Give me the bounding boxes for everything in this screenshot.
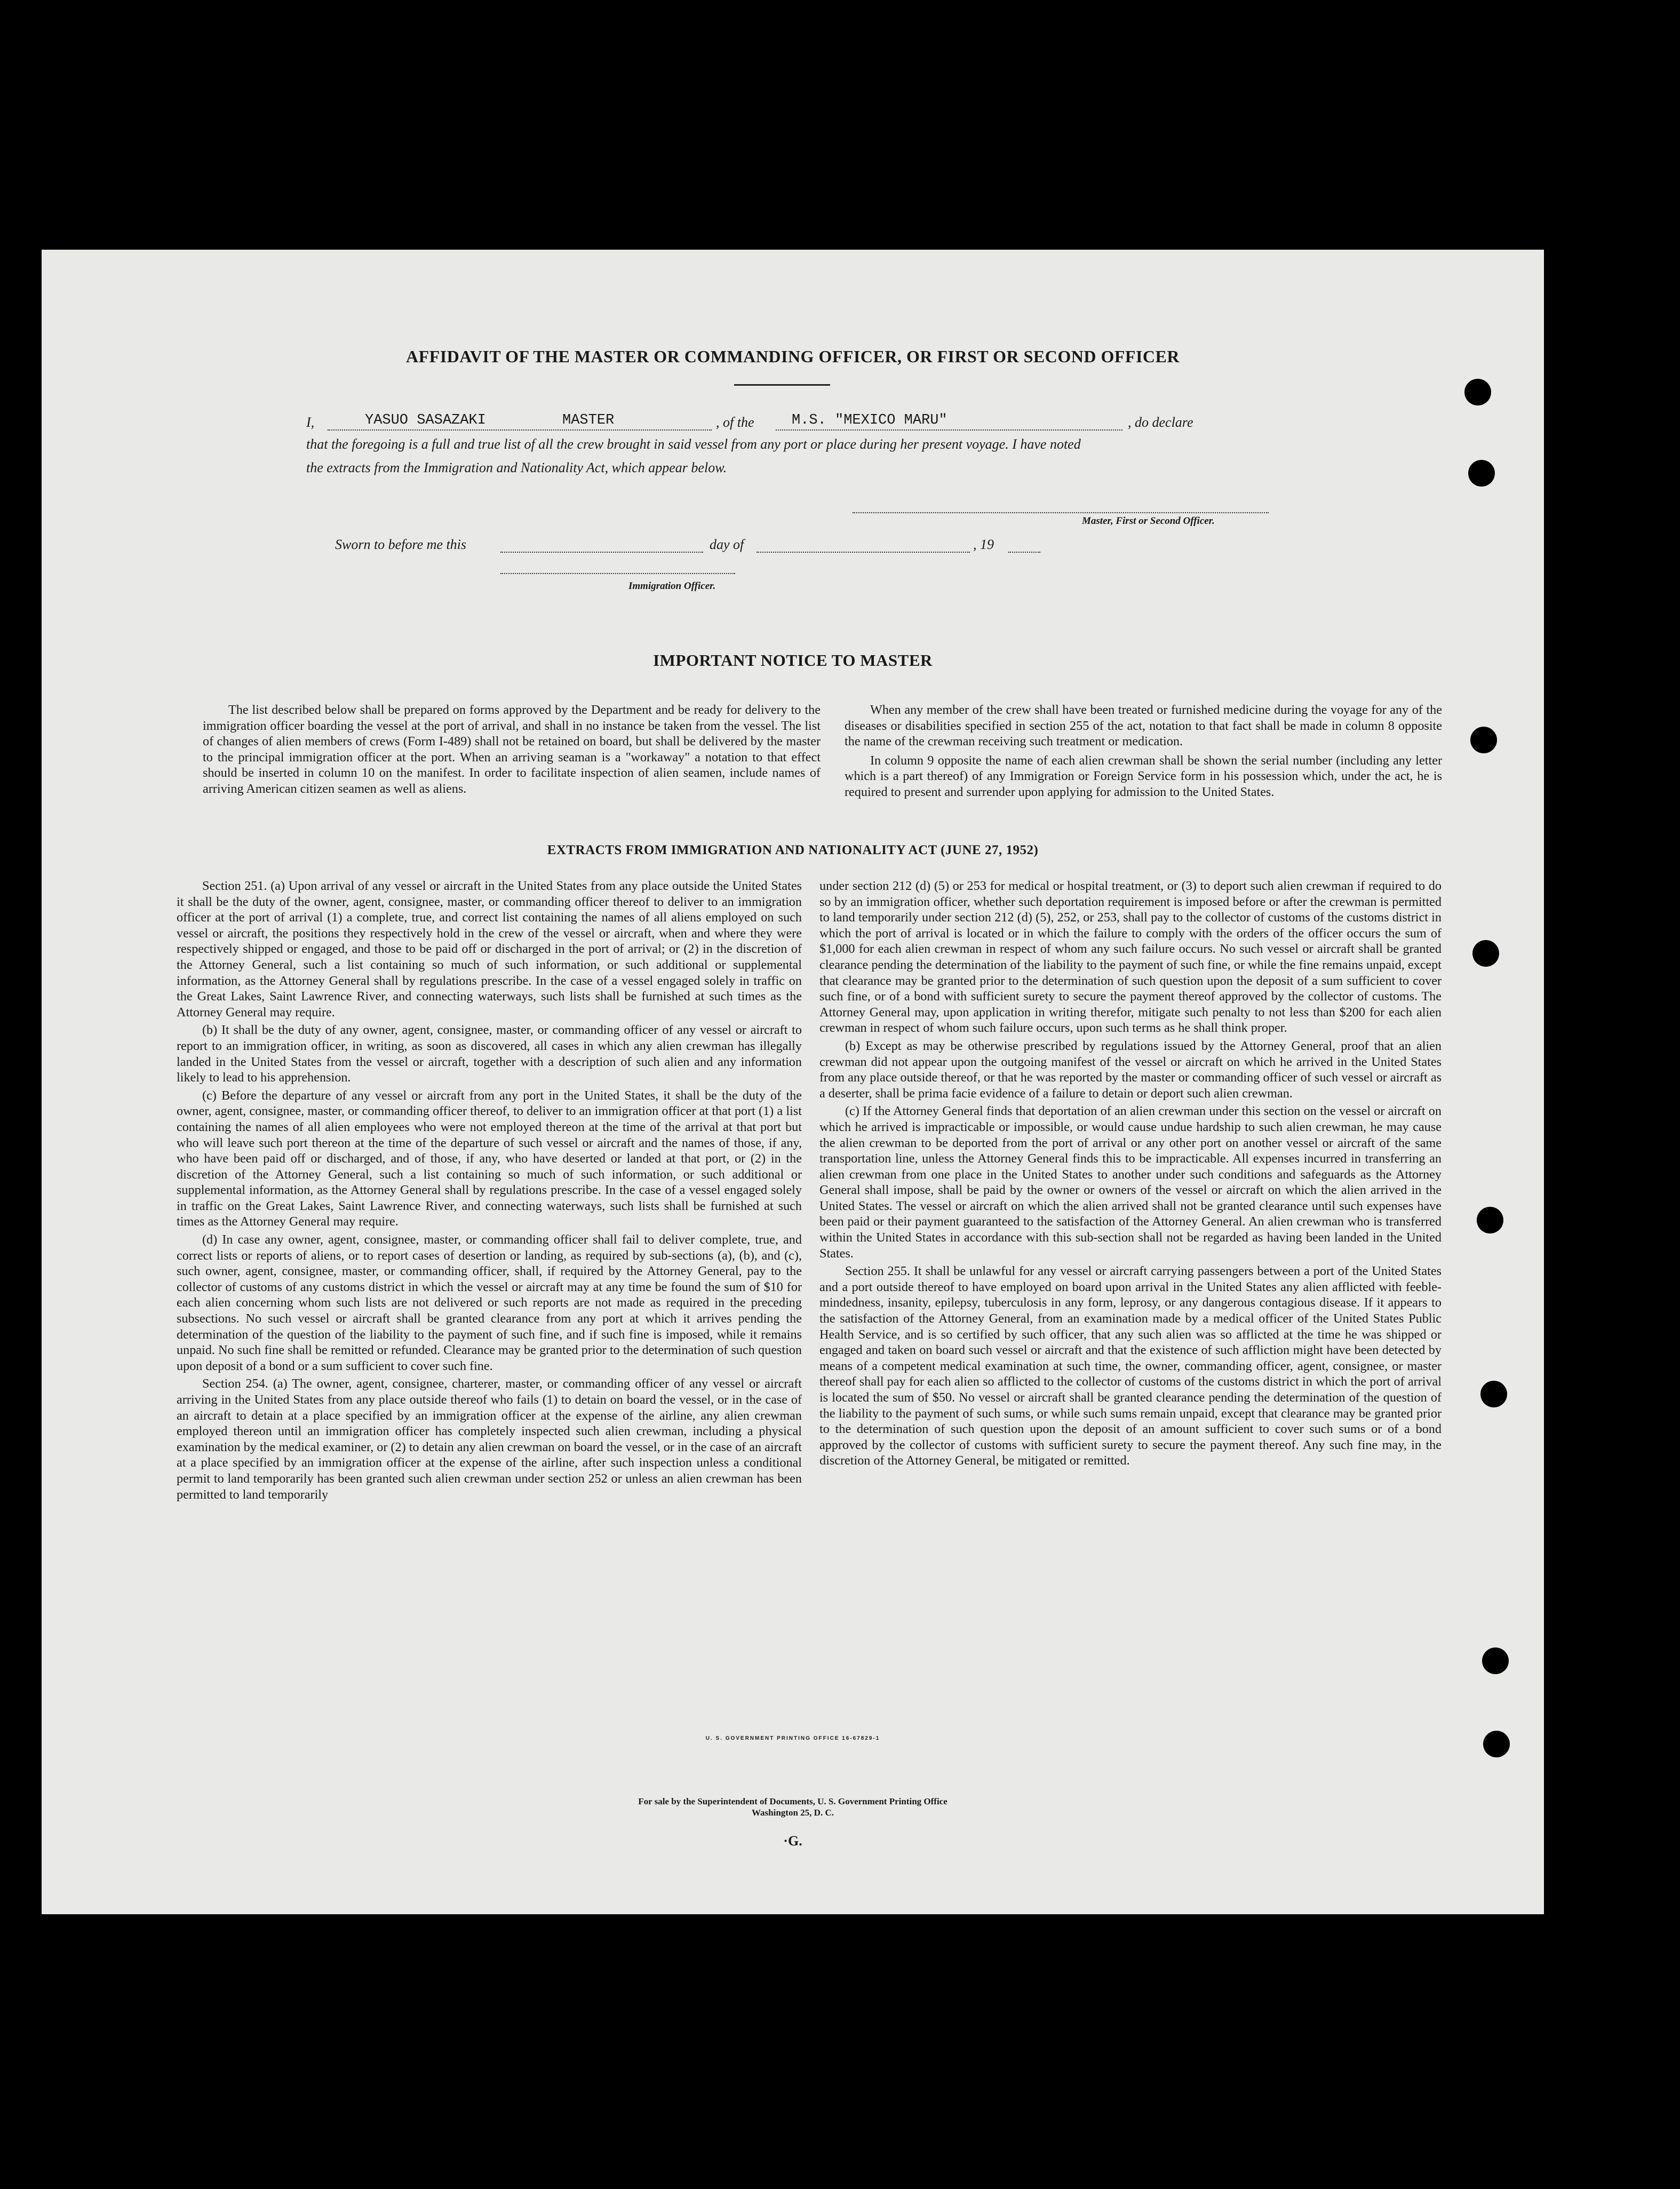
punch-hole [1482, 1647, 1509, 1674]
notice-right-paragraph-2: In column 9 opposite the name of each alien crewman shall be shown the serial number (including any letter which is a part thereof) of any Immigration or Foreign Service form in his possession which, under the act, he is required to present and surrender upon applying for admission to the United States. [845, 753, 1442, 799]
section-251-b: (b) It shall be the duty of any owner, agent, consignee, master, or commanding officer of any vessel or aircraft to report to an immigration officer, in writing, as soon as discovered, all cases in which any alien crewman has illegally landed in the United States from the vessel or aircraft, together with a description of such alien and any information likely to lead to his apprehension. [177, 1023, 802, 1085]
punch-hole [1483, 1731, 1510, 1757]
sworn-line [335, 537, 1082, 558]
signature-line[interactable] [853, 511, 1269, 513]
sworn-date-field[interactable] [500, 537, 703, 553]
section-251-c: (c) Before the departure of any vessel or aircraft from any port in the United States, it shall be the duty of the owner, agent, consignee, master, or commanding officer thereof, to deliver to an immigration officer at that port (1) a list containing the names of all alien employees who were not employed thereon at the time of the arrival at that port but who will leave such port thereon at the time of the departure of such vessel or aircraft and the names of those, if any, who have been paid off or discharged, and of those, if any, who have deserted or landed at that port, or (2) in the discretion of the Attorney General, such a list containing so much of such information, or such additional or supplemental information, as the Attorney General shall by regulations prescribe. In the case of a vessel engaged solely in traffic on the Great Lakes, Saint Lawrence River, and connecting waterways, such lists shall be furnished at such times as the Attorney General may require. [177, 1088, 802, 1229]
section-254-a-cont: under section 212 (d) (5) or 253 for medical or hospital treatment, or (3) to deport such alien crewman if required to do so by an immigration officer, whether such deportation requirement is imposed before or after the crewman is permitted to land temporarily under section 212 (d) (5), 252, or 253, shall pay to the collector of customs of the customs district in which the port of arrival is located or in which the failure to comply with the orders of the officer occurs the sum of $1,000 for each alien crewman in respect of whom any such failure occurs. No such vessel or aircraft shall be granted clearance pending the determination of the liability to the payment of such fine, or while the fine remains unpaid, except that clearance may be granted prior to the determination of such question upon the deposit of a sum sufficient to cover such fine, or of a bond with sufficient surety to secure the payment thereof approved by the collector of customs. The Attorney General may, upon application in writing therefor, mitigate such penalty to not less than $200 for each alien crewman in respect of whom such failure occurs, upon such terms as he shall think proper. [819, 879, 1442, 1036]
notice-left [203, 702, 821, 797]
punch-hole [1472, 940, 1499, 967]
notice-title: IMPORTANT NOTICE TO MASTER [653, 651, 933, 670]
do-declare-label: , do declare [1128, 415, 1193, 430]
signature-caption: Master, First or Second Officer. [1082, 515, 1215, 527]
vessel-field[interactable] [776, 412, 1122, 431]
notice-right-paragraph-1: When any member of the crew shall have been treated or furnished medicine during the voyage for any of the diseases or disabilities specified in section 255 of the act, notation to that fact shall be made in column 8 opposite the name of the crewman receiving such treatment or medication. [845, 703, 1442, 749]
declaration-line-1 [306, 412, 1427, 434]
punch-hole [1470, 727, 1497, 753]
officer-caption: Immigration Officer. [628, 580, 716, 592]
sale-line-1: For sale by the Superintendent of Documents, U. S. Government Printing Office [638, 1796, 948, 1806]
crew-master-name: YASUO SASAZAKI [365, 412, 486, 428]
punch-hole [1477, 1207, 1503, 1233]
punch-hole [1464, 379, 1491, 405]
officer-signature-line[interactable] [500, 572, 735, 574]
title-rule [734, 384, 830, 386]
year-label: , 19 [973, 537, 994, 552]
declaration-line-2: that the foregoing is a full and true list of all the crew brought in said vessel from any port or place during her present voyage. I have noted [306, 436, 1081, 452]
name-field[interactable] [328, 412, 712, 431]
pronoun: I, [306, 415, 315, 430]
day-of-label: day of [710, 537, 744, 552]
of-the-label: , of the [716, 415, 754, 430]
affidavit-title: AFFIDAVIT OF THE MASTER OR COMMANDING OFFICER, OR FIRST OR SECOND OFFICER [406, 347, 1180, 366]
form-mark: ·G. [783, 1833, 802, 1849]
section-254-b: (b) Except as may be otherwise prescribed by regulations issued by the Attorney General, proof that an alien crewman did not appear upon the outgoing manifest of the vessel or aircraft on which he arrived in the United States from any place outside thereof, or that he was reported by the master or commanding officer of such vessel or aircraft as a deserter, shall be prima facie evidence of a failure to detain or deport such alien crewman. [819, 1038, 1442, 1101]
month-field[interactable] [757, 537, 970, 553]
notice-left-paragraph: The list described below shall be prepared on forms approved by the Department and be ready for delivery to the immigration officer boarding the vessel at the port of arrival, and shall in no instance be taken from the vessel. The list of changes of alien members of crews (Form I-489) shall not be retained on board, but shall be delivered by the master to the principal immigration officer at the port. When an arriving seaman is a "workaway" a notation to that effect should be inserted in column 10 on the manifest. In order to facilitate inspection of alien seamen, include names of arriving American citizen seamen as well as aliens. [203, 703, 821, 796]
punch-hole [1468, 460, 1495, 487]
declaration-line-3: the extracts from the Immigration and Nationality Act, which appear below. [306, 460, 727, 475]
crew-master-rank: MASTER [562, 412, 615, 428]
sale-notice [42, 1796, 1544, 1818]
document-sheet [42, 250, 1544, 1914]
section-251-d: (d) In case any owner, agent, consignee, master, or commanding officer shall fail to deliver complete, true, and correct lists or reports of aliens, or to report cases of desertion or landing, as required by sub-sections (a), (b), and (c), such owner, agent, consignee, master, or commanding officer, shall, if required by the Attorney General, pay to the collector of customs of any customs district in which the vessel or aircraft may at any time be found the sum of $10 for each alien concerning whom such lists are not delivered or such reports are not made as required in the preceding subsections. No such vessel or aircraft shall be granted clearance from any port at which it arrives pending the determination of the question of the liability to the payment of such fine, and if such fine is imposed, while it remains unpaid. No such fine shall be remitted or refunded. Clearance may be granted prior to the determination of such question upon deposit of a bond or a sum sufficient to cover such fine. [177, 1232, 802, 1373]
notice-right [845, 702, 1442, 800]
extracts-right-column [819, 878, 1442, 1469]
section-251-a: Section 251. (a) Upon arrival of any vessel or aircraft in the United States from any place outside the United States it shall be the duty of the owner, agent, consignee, master, or commanding officer thereof to deliver to an immigration officer at the port of arrival (1) a complete, true, and correct list containing the names of all aliens employed on such vessel or aircraft, the positions they respectively hold in the crew of the vessel or aircraft, when and where they were respectively shipped or engaged, and those to be paid off or discharged in the port of arrival; or (2) in the discretion of the Attorney General, such a list containing so much of such information, or such additional or supplemental information, as the Attorney General shall by regulations prescribe. In the case of a vessel engaged solely in traffic on the Great Lakes, Saint Lawrence River, and connecting waterways, such lists shall be furnished at such times as the Attorney General may require. [177, 879, 802, 1020]
extracts-left-column [177, 878, 802, 1502]
section-254-a: Section 254. (a) The owner, agent, consignee, charterer, master, or commanding officer of any vessel or aircraft arriving in the United States from any place outside thereof who fails (1) to detain on board the vessel, or in the case of an aircraft to detain at a place specified by an immigration officer at the expense of the airline, any alien crewman employed thereon until an immigration officer has completely inspected such alien crewman, including a physical examination by the medical examiner, or (2) to detain any alien crewman on board the vessel, or in the case of an aircraft at a place specified by an immigration officer at the expense of the airline, after such inspection unless a conditional permit to land temporarily has been granted such alien crewman under section 252 or unless an alien crewman has been permitted to land temporarily [177, 1376, 802, 1502]
gpo-imprint: U. S. GOVERNMENT PRINTING OFFICE 16-67829-1 [705, 1736, 880, 1741]
sworn-label: Sworn to before me this [335, 537, 467, 552]
sale-line-2: Washington 25, D. C. [752, 1808, 834, 1818]
year-field[interactable] [1008, 537, 1040, 553]
section-255: Section 255. It shall be unlawful for any vessel or aircraft carrying passengers between a port of the United States and a port outside thereof to have employed on board upon arrival in the United States any alien afflicted with feeble-mindedness, insanity, epilepsy, tuberculosis in any form, leprosy, or any dangerous contagious disease. If it appears to the satisfaction of the Attorney General, from an examination made by a medical officer of the United States Public Health Service, and is so certified by such officer, that any such alien was so afflicted at the time he was shipped or engaged and taken on board such vessel or aircraft and that the existence of such affliction might have been detected by means of a competent medical examination at such time, the owner, commanding officer, agent, consignee, or master thereof shall pay for each alien so afflicted to the collector of customs of the customs district in which the port of arrival is located the sum of $50. No vessel or aircraft shall be granted clearance pending the determination of the question of the liability to the payment of such sums, or while such sums remain unpaid, except that clearance may be granted prior to the determination of such question upon the deposit of an amount sufficient to cover such sums or of a bond approved by the collector of customs with sufficient surety to secure the payment thereof. Any such fine may, in the discretion of the Attorney General, be mitigated or remitted. [819, 1264, 1442, 1468]
vessel-name: M.S. "MEXICO MARU" [792, 412, 948, 428]
extracts-title: EXTRACTS FROM IMMIGRATION AND NATIONALITY ACT (JUNE 27, 1952) [547, 843, 1039, 857]
section-254-c: (c) If the Attorney General finds that deportation of an alien crewman under this section on the vessel or aircraft on which he arrived is impracticable or impossible, or would cause undue hardship to such alien crewman, he may cause the alien crewman to be deported from the port of arrival or any other port on another vessel or aircraft of the same transportation line, unless the Attorney General finds this to be impracticable. All expenses incurred in transferring an alien crewman from one place in the United States to another under such conditions and safeguards as the Attorney General shall impose, shall be paid by the owner or owners of the vessel or aircraft on which the alien arrived in the United States. The vessel or aircraft on which the alien arrived shall not be granted clearance until such expenses have been paid or their payment guaranteed to the satisfaction of the Attorney General. An alien crewman who is transferred within the United States in accordance with this sub-section shall not be regarded as having been landed in the United States. [819, 1104, 1442, 1261]
punch-hole [1480, 1381, 1507, 1407]
